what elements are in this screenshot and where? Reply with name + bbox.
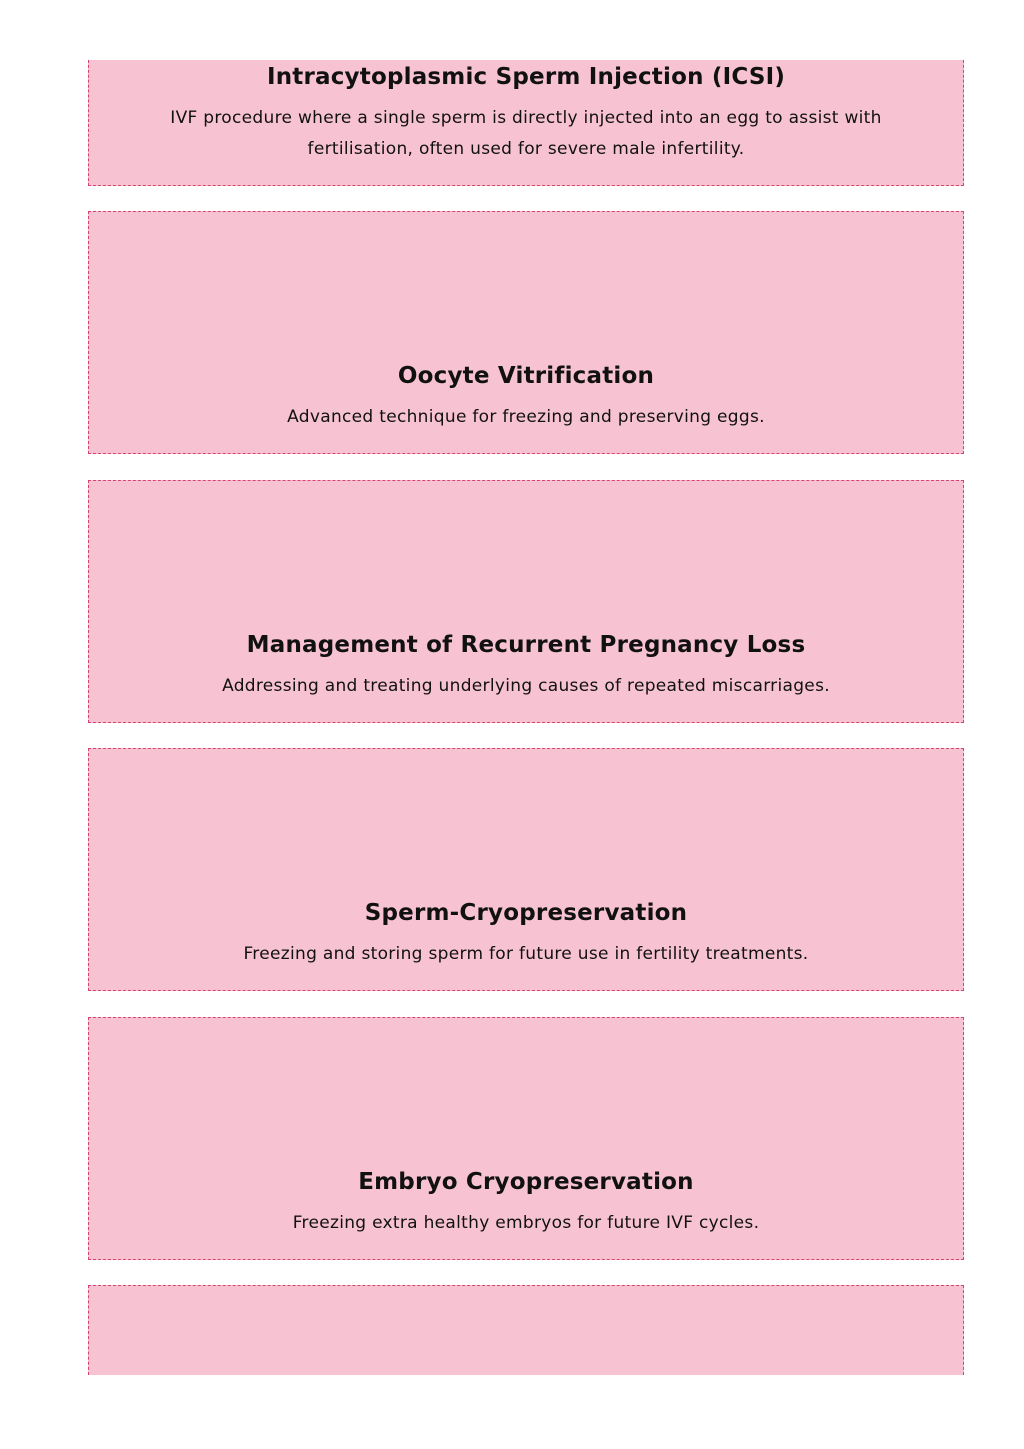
service-title: Intracytoplasmic Sperm Injection (ICSI) [266,64,786,90]
service-title: Sperm-Cryopreservation [364,900,688,926]
service-card-partial [88,1285,964,1375]
service-card-recurrent-pregnancy-loss [88,480,964,723]
service-description: Advanced technique for freezing and preserving eggs. [287,407,765,427]
service-card-sperm-cryopreservation [88,748,964,991]
service-description: Freezing and storing sperm for future use in fertility treatments. [243,944,809,964]
service-card-icsi [88,60,964,186]
service-title: Management of Recurrent Pregnancy Loss [246,632,806,658]
service-description: Addressing and treating underlying causes of repeated miscarriages. [222,676,830,696]
service-title: Embryo Cryopreservation [358,1169,694,1195]
service-description: Freezing extra healthy embryos for future IVF cycles. [292,1213,760,1233]
service-card-embryo-cryopreservation [88,1017,964,1260]
service-card-oocyte-vitrification [88,211,964,454]
service-description: IVF procedure where a single sperm is directly injected into an egg to assist with fertilisation, often used for severe male infertility. [170,108,882,159]
service-title: Oocyte Vitrification [397,363,655,389]
